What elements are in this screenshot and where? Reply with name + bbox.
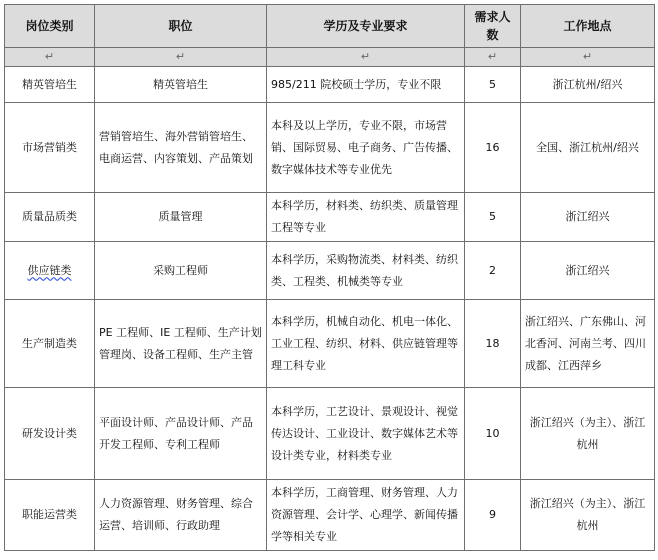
cell-requirement: 本科学历，机械自动化、机电一体化、工业工程、纺织、材料、供应链管理等理工科专业 <box>267 300 465 388</box>
cell-position: 人力资源管理、财务管理、综合运营、培训师、行政助理 <box>95 480 267 551</box>
cell-category: 市场营销类 <box>5 103 95 193</box>
cell-position: 精英管培生 <box>95 67 267 103</box>
spellcheck-underlined-text: 供应链类 <box>27 263 72 277</box>
table-row <box>5 193 655 242</box>
cell-count: 9 <box>465 480 521 551</box>
table-row <box>5 103 655 193</box>
paragraph-mark: ↵ <box>5 48 95 67</box>
header-row <box>5 5 655 48</box>
header-category: 岗位类别 <box>5 5 95 48</box>
paragraph-mark: ↵ <box>521 48 655 67</box>
cell-requirement: 985/211 院校硕士学历，专业不限 <box>267 67 465 103</box>
cell-requirement: 本科学历，材料类、纺织类、质量管理工程等专业 <box>267 193 465 242</box>
cell-position: 质量管理 <box>95 193 267 242</box>
cell-location: 浙江绍兴、广东佛山、河北香河、河南兰考、四川成都、江西萍乡 <box>521 300 655 388</box>
header-count: 需求人数 <box>465 5 521 48</box>
header-location: 工作地点 <box>521 5 655 48</box>
table-row <box>5 242 655 300</box>
cell-requirement: 本科学历，工艺设计、景观设计、视觉传达设计、工业设计、数字媒体艺术等设计类专业，材料类专业 <box>267 388 465 480</box>
table-row <box>5 67 655 103</box>
cell-requirement: 本科及以上学历，专业不限，市场营销、国际贸易、电子商务、广告传播、数字媒体技术等专业优先 <box>267 103 465 193</box>
spacer-row <box>5 48 655 67</box>
recruitment-table <box>4 4 655 551</box>
cell-location: 浙江绍兴 <box>521 193 655 242</box>
table-row <box>5 300 655 388</box>
cell-count: 10 <box>465 388 521 480</box>
cell-category <box>5 242 95 300</box>
table-row <box>5 388 655 480</box>
header-position: 职位 <box>95 5 267 48</box>
cell-count: 5 <box>465 67 521 103</box>
cell-requirement: 本科学历，采购物流类、材料类、纺织类、工程类、机械类等专业 <box>267 242 465 300</box>
paragraph-mark: ↵ <box>465 48 521 67</box>
cell-category: 研发设计类 <box>5 388 95 480</box>
cell-location: 浙江绍兴（为主）、浙江杭州 <box>521 388 655 480</box>
cell-position: 营销管培生、海外营销管培生、电商运营、内容策划、产品策划 <box>95 103 267 193</box>
cell-count: 5 <box>465 193 521 242</box>
table-row <box>5 480 655 551</box>
cell-category: 精英管培生 <box>5 67 95 103</box>
paragraph-mark: ↵ <box>267 48 465 67</box>
cell-count: 16 <box>465 103 521 193</box>
cell-count: 2 <box>465 242 521 300</box>
header-requirement: 学历及专业要求 <box>267 5 465 48</box>
cell-requirement: 本科学历，工商管理、财务管理、人力资源管理、会计学、心理学、新闻传播学等相关专业 <box>267 480 465 551</box>
cell-category: 职能运营类 <box>5 480 95 551</box>
cell-position: PE 工程师、IE 工程师、生产计划管理岗、设备工程师、生产主管 <box>95 300 267 388</box>
cell-location: 全国、浙江杭州/绍兴 <box>521 103 655 193</box>
paragraph-mark: ↵ <box>95 48 267 67</box>
cell-location: 浙江绍兴（为主）、浙江杭州 <box>521 480 655 551</box>
cell-position: 平面设计师、产品设计师、产品开发工程师、专利工程师 <box>95 388 267 480</box>
cell-category: 生产制造类 <box>5 300 95 388</box>
cell-location: 浙江杭州/绍兴 <box>521 67 655 103</box>
recruitment-table-container <box>4 4 654 551</box>
cell-position: 采购工程师 <box>95 242 267 300</box>
cell-count: 18 <box>465 300 521 388</box>
cell-location: 浙江绍兴 <box>521 242 655 300</box>
cell-category: 质量品质类 <box>5 193 95 242</box>
